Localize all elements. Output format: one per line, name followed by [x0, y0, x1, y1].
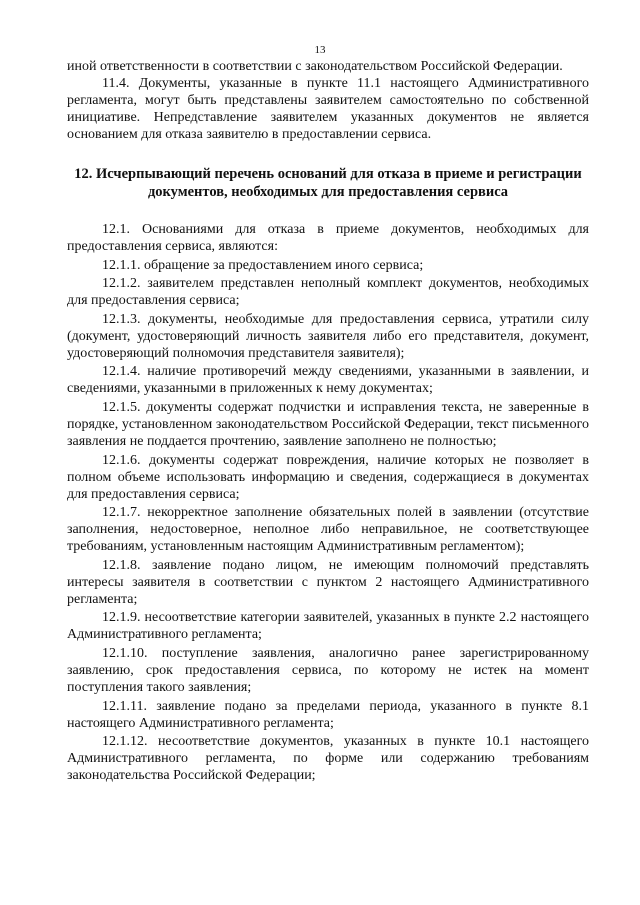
list-item: 12.1.11. заявление подано за пределами периода, указанного в пункте 8.1 настоящего Административного регламента;	[67, 698, 589, 731]
reasons-list	[67, 221, 589, 784]
list-item: 12.1.8. заявление подано лицом, не имеющим полномочий представлять интересы заявителя в соответствии с пунктом 2 настоящего Административного регламента;	[67, 557, 589, 607]
list-item: 12.1.6. документы содержат повреждения, наличие которых не позволяет в полном объеме использовать информацию и сведения, содержащиеся в документах для предоставления сервиса;	[67, 452, 589, 502]
list-item: 12.1.5. документы содержат подчистки и исправления текста, не заверенные в порядке, установленном законодательством Российской Федерации, текст письменного заявления не поддается прочтению, заявление заполнено не полностью;	[67, 399, 589, 449]
document-body	[67, 58, 589, 784]
list-item: 12.1.10. поступление заявления, аналогично ранее зарегистрированному заявлению, срок предоставления сервиса, по которому не истек на момент поступления такого заявления;	[67, 645, 589, 695]
paragraph-11-4: 11.4. Документы, указанные в пункте 11.1 настоящего Административного регламента, могут быть представлены заявителем самостоятельно по собственной инициативе. Непредставление заявителем указанных документов не является основанием для отказа заявителю в предоставлении сервиса.	[67, 76, 589, 142]
paragraph-continuation: иной ответственности в соответствии с законодательством Российской Федерации.	[67, 59, 563, 74]
page-number: 13	[314, 44, 326, 56]
list-item: 12.1.7. некорректное заполнение обязательных полей в заявлении (отсутствие заполнения, недостоверное, неполное либо неправильное, не соответствующее требованиям, установленным настоящим Административным регламентом);	[67, 505, 589, 555]
list-item: 12.1. Основаниями для отказа в приеме документов, необходимых для предоставления сервиса, являются:	[67, 222, 589, 254]
list-item: 12.1.9. несоответствие категории заявителей, указанных в пункте 2.2 настоящего Административного регламента;	[67, 610, 589, 643]
list-item: 12.1.2. заявителем представлен неполный комплект документов, необходимых для предоставления сервиса;	[67, 276, 589, 309]
section-heading: 12. Исчерпывающий перечень оснований для отказа в приеме и регистрации документов, необходимых для предоставления сервиса	[74, 166, 582, 200]
list-item: 12.1.3. документы, необходимые для предоставления сервиса, утратили силу (документ, удостоверяющий личность заявителя либо его представителя, документ, удостоверяющий полномочия представителя заявителя);	[67, 311, 589, 361]
list-item: 12.1.4. наличие противоречий между сведениями, указанными в заявлении, и сведениями, указанными в приложенных к нему документах;	[67, 364, 589, 397]
list-item: 12.1.12. несоответствие документов, указанных в пункте 10.1 настоящего Административного регламента, по форме или содержанию требованиям законодательства Российской Федерации;	[67, 734, 589, 784]
list-item: 12.1.1. обращение за предоставлением иного сервиса;	[102, 257, 424, 273]
